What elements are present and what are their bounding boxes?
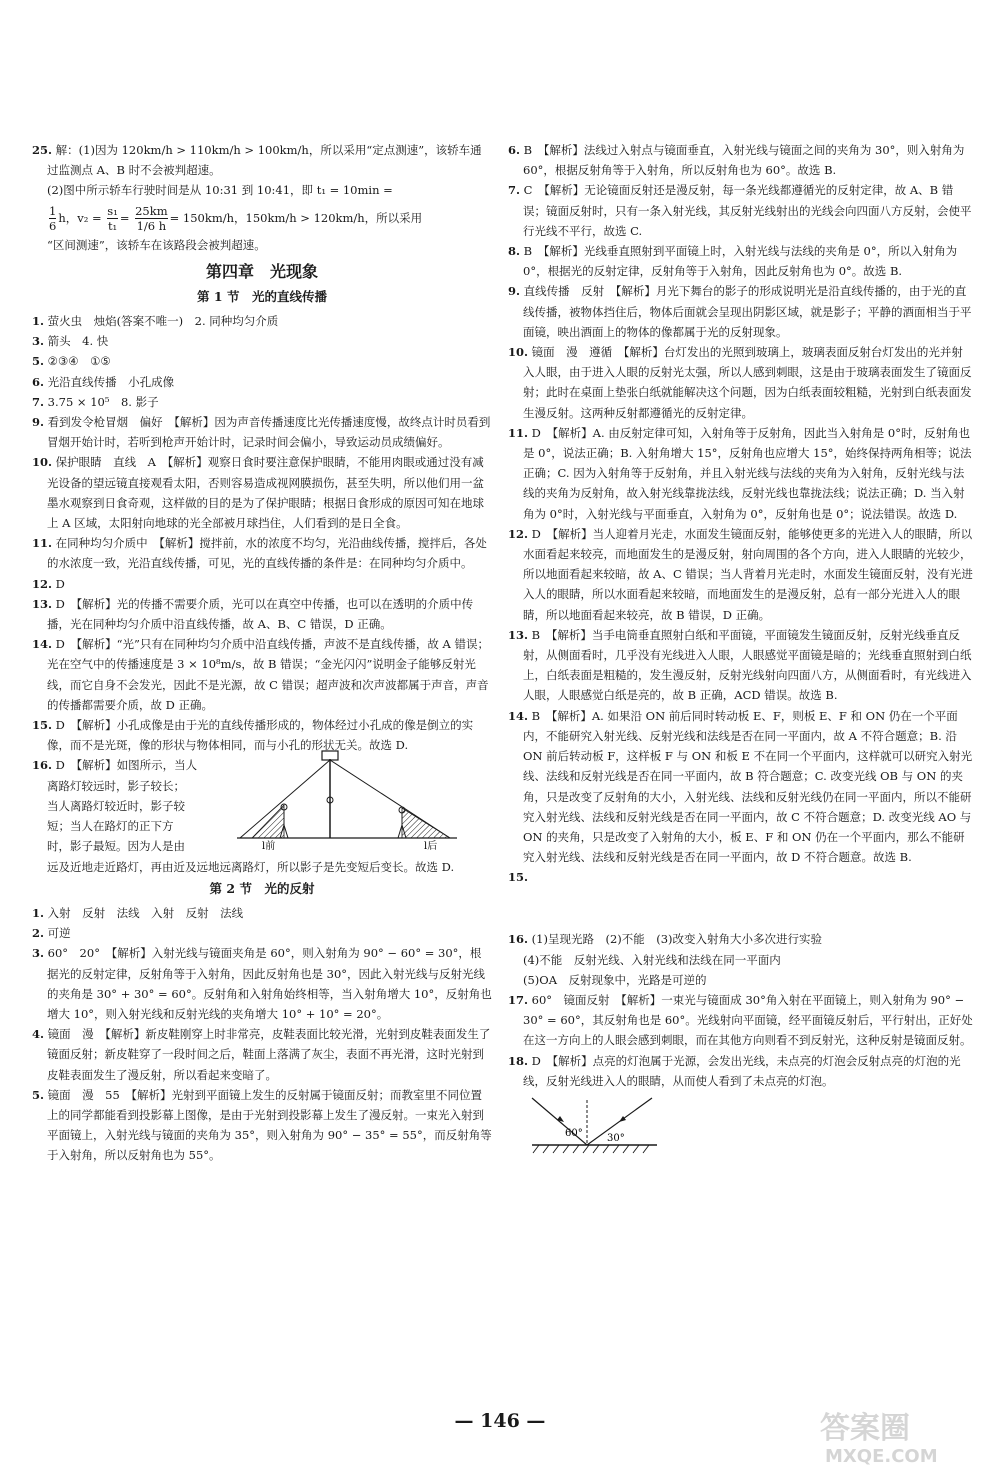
answer-text: 入射 反射 法线 入射 反射 法线: [47, 905, 244, 920]
answer-number: 9.: [32, 415, 45, 430]
answer-number: 5.: [32, 1087, 45, 1102]
answer-number: 13.: [32, 596, 53, 611]
answer-item: [32, 392, 492, 412]
answer-number: 6.: [32, 374, 45, 389]
answer-text: B 【解析】A. 如果沿 ON 前后同时转动板 E、F，则板 E、F 和 ON 仍在一个平面内，不能研究入射光线、反射光线和法线是否在同一平面内，故 A 不符合题意；B. 沿 ON 前后转动板 F，这样板 F 与 ON 和板 E 不在同一个平面内，这样就可以研究入射光线、法线和反射光线是否在同一平面内，故 B 符合题意；C. 改变光线 OB 与 ON 的夹角，只是改变了反射角的大小，入射光线、法线和反射光线仍在同一平面内，所以不能研究入射光线、法线和反射光线是否在同一平面内，故 C 不符合题意；D. 改变光线 AO 与 ON 的夹角，只是改变了入射角的大小，板 E、F 和 ON 仍在一个平面内，那么不能研究入射光线、法线和反射光线是否在同一平面内，故 D 不符合题意。故选 B.: [523, 708, 973, 865]
chapter-title: 第四章 光现象: [205, 261, 318, 281]
answer-text: B 【解析】当手电筒垂直照射白纸和平面镜，平面镜发生镜面反射，反射光线垂直反射，从侧面看时，几乎没有光线进入人眼，人眼感觉平面镜是暗的；光线垂直照射到白纸上，白纸表面是粗糙的，发生漫反射，反射光线射向四面八方，从侧面看时，有光线进入人眼，人眼感觉白纸是亮的，故 B 正确，ACD 错误。故选 B.: [523, 627, 972, 703]
answer-item: [508, 524, 973, 625]
answer-item: [32, 903, 492, 923]
answer-text: D 【解析】“光”只有在同种均匀介质中沿直线传播，声波不是直线传播，故 A 错误；光在空气中的传播速度是 3 × 10⁸m/s，故 B 错误；“金光闪闪”说明金子能够反射光线，而它自身不会发光，因此不是光源，故 C 错误；超声波和次声波都属于声音，声音的传播都需要介质，故 D 正确。: [47, 637, 490, 712]
lamp-shadow-diagram: [232, 745, 462, 850]
answer-text: 可逆: [47, 926, 71, 941]
answer-number: 12.: [508, 526, 529, 541]
answer-number: 5.: [32, 354, 45, 369]
answer-text: 看到发令枪冒烟 偏好 【解析】因为声音传播速度比光传播速度慢，故终点计时员看到冒烟开始计时，若听到枪声开始计时，记录时间会偏小，导致运动员成绩偏好。: [47, 415, 491, 450]
answer-number: 3.: [32, 334, 45, 349]
fraction: $\frac{\text{s₁}}{\text{t₁}}$: [107, 204, 118, 234]
answer-text: 保护眼睛 直线 A 【解析】观察日食时要注意保护眼睛，不能用肉眼或通过没有减光设备的望远镜直接观看太阳，否则容易造成视网膜损伤，甚至失明，所以他们用一盆墨水观察到日食奇观，这样做的目的是为了保护眼睛；根据日食形成的原因可知在地球上 A 区域，太阳射向地球的光全部被月球挡住，人们看到的是日全食。: [47, 455, 484, 531]
answer-text: ②③④ ①⑤: [47, 354, 111, 369]
reflection-diagram: [527, 1090, 662, 1160]
answer-16: 16. D 【解析】如图所示，当人 离路灯较远时，影子较长； 当人离路灯较近时，影子较 短；当人在路灯的正下方 时，影子最短。因为人是由: [32, 758, 198, 854]
section-title-2: 第 2 节 光的反射: [209, 880, 315, 896]
answer-item: [508, 706, 973, 868]
answer-item: [32, 1085, 492, 1166]
angle-label-60: 60°: [565, 1128, 583, 1139]
answer-item: [32, 351, 492, 371]
answer-number: 16.: [508, 932, 529, 947]
answer-number: 4.: [32, 1027, 45, 1042]
answer-list: [32, 311, 492, 755]
answer-item: [508, 140, 973, 180]
answer-item: [508, 625, 973, 706]
answer-item: [508, 929, 973, 949]
answer-item: [32, 943, 492, 1024]
answer-item: [32, 331, 492, 351]
answer-number: 18.: [508, 1053, 529, 1068]
answer-25-part3: “区间测速”，该轿车在该路段会被判超速。: [47, 237, 266, 252]
answer-number: 8.: [508, 244, 521, 259]
answer-text: 光沿直线传播 小孔成像: [47, 374, 175, 389]
answer-item: [508, 950, 973, 970]
answer-number: 10.: [508, 345, 529, 360]
answer-text: (4)不能 反射光线、入射光线和法线在同一平面内: [523, 952, 781, 967]
answer-text: 在同种均匀介质中 【解析】搅拌前，水的浓度不均匀，光沿曲线传播，搅拌后，各处的水浓度一致，光沿直线传播，可见，光的直线传播的条件是：在同种均匀介质中。: [47, 536, 487, 571]
answer-number: 3.: [32, 946, 45, 961]
answer-item: [32, 533, 492, 573]
answer-item: [32, 634, 492, 715]
answer-number: 10.: [32, 455, 53, 470]
answer-text: 60° 镜面反射 【解析】一束光与镜面成 30°角入射在平面镜上，则入射角为 90° − 30° = 60°，其反射角也是 60°。光线射向平面镜，经平面镜反射后，平行射出，正好处在这一方向上的人眼会感到刺眼，而在其他方向则看不到反射光，这种反射是镜面反射。: [523, 992, 973, 1048]
answer-item: [32, 372, 492, 392]
shadow-label-front: l前: [262, 841, 276, 850]
answer-item: [508, 990, 973, 1051]
answer-25-part2: (2)图中所示轿车行驶时间是从 10:31 到 10:41，即 t₁ = 10min =: [47, 183, 393, 198]
answer-number: 1.: [32, 314, 45, 329]
answer-item: [32, 594, 492, 634]
answer-item: [32, 1024, 492, 1085]
answer-number: 14.: [508, 708, 529, 723]
answer-text: 镜面 漫 55 【解析】光射到平面镜上发生的反射属于镜面反射；而教室里不同位置上的同学都能看到投影幕上图像，是由于光射到投影幕上发生了漫反射。一束光入射到平面镜上，入射光线与镜面的夹角为 35°，则入射角为 90° − 35° = 55°，而反射角等于入射角，所以反射角也为 55°。: [47, 1087, 492, 1163]
answer-text: B 【解析】法线过入射点与镜面垂直，入射光线与镜面之间的夹角为 30°，则入射角为 60°，根据反射角等于入射角，所以反射角也为 60°。故选 B.: [523, 143, 965, 178]
svg-text:答案圈: 答案圈: [820, 1411, 910, 1446]
answer-item: [508, 342, 973, 423]
answer-item: [508, 1051, 973, 1091]
answer-text: 萤火虫 烛焰(答案不唯一) 2. 同种均匀介质: [47, 314, 279, 329]
answer-text: 镜面 漫 遵循 【解析】台灯发出的光照到玻璃上，玻璃表面反射台灯发出的光并射入人眼，由于进入人眼的反射光太强，所以人感到刺眼，这是由于玻璃表面发生了镜面反射；此时在桌面上垫张白纸就能解决这个问题，因为白纸表面较粗糙，光射到白纸表面发生漫反射。这两种反射都遵循光的反射定律。: [523, 345, 972, 420]
answer-text: 箭头 4. 快: [47, 334, 109, 349]
answer-text: D 【解析】光的传播不需要介质，光可以在真空中传播，也可以在透明的介质中传播，光在同种均匀介质中沿直线传播，故 A、B、C 错误，D 正确。: [47, 596, 474, 632]
answer-item: [32, 412, 492, 452]
answer-number: 17.: [508, 992, 529, 1007]
answer-item: [508, 423, 973, 524]
answer-25-formula: $\frac{1}{6}$ h，v₂ = $\frac{\text{s₁}}{\text{t₁}}$ = $\frac{25km}{1/6 h}$ = 150km/h，150km/h > 120km/h，所以采用: [49, 204, 423, 234]
answer-text: 60° 20° 【解析】入射光线与镜面夹角是 60°，则入射角为 90° − 60° = 30°，根据光的反射定律，反射角等于入射角，因此反射角也是 30°，因此入射光线与反射光线的夹角是 30° + 30° = 60°。反射角和入射角始终相等，当入射角增大 10°，反射角也增大 10°，则入射光线和反射光线的夹角增大 10° + 10° = 20°。: [47, 946, 492, 1021]
angle-label-30: 30°: [607, 1133, 625, 1144]
fraction: $\frac{25km}{1/6 h}$: [135, 204, 168, 234]
answer-number: 7.: [508, 183, 521, 198]
answer-15: 15.: [508, 870, 529, 885]
answer-item: [508, 241, 973, 281]
answer-number: 2.: [32, 926, 45, 941]
answer-25: 25. 解：(1)因为 120km/h > 110km/h > 100km/h，所以采用“定点测速”，该轿车通过监测点 A、B 时不会被判超速。: [32, 143, 482, 178]
answer-text: 直线传播 反射 【解析】月光下舞台的影子的形成说明光是沿直线传播的，由于光的直线传播，被物体挡住后，物体后面就会呈现出阴影区域，就是影子；平静的酒面相当于平面镜，映出酒面上的物体的像都属于光的反射现象。: [523, 284, 972, 339]
answer-list-right: [508, 140, 973, 867]
answer-text: D: [55, 576, 65, 591]
answer-text: D 【解析】点亮的灯泡属于光源，会发出光线，未点亮的灯泡会反射点亮的灯泡的光线，反射光线进入人的眼睛，从而使人看到了未点亮的灯泡。: [523, 1053, 961, 1088]
answer-list-right-2: [508, 929, 973, 1091]
answer-number: 1.: [32, 905, 45, 920]
answer-text: 3.75 × 10⁵ 8. 影子: [47, 394, 159, 409]
answer-number: 6.: [508, 143, 521, 157]
answer-text: 镜面 漫 【解析】新皮鞋刚穿上时非常亮，皮鞋表面比较光滑，光射到皮鞋表面发生了镜面反射；新皮鞋穿了一段时间之后，鞋面上落满了灰尘，表面不再光滑，这时光射到皮鞋表面发生了漫反射，所以看起来变暗了。: [47, 1027, 491, 1082]
answer-number: 7.: [32, 394, 45, 409]
answer-list-2: [32, 903, 492, 1166]
answer-item: [32, 574, 492, 594]
answer-text: B 【解析】光线垂直照射到平面镜上时，入射光线与法线的夹角是 0°，所以入射角为 0°，根据光的反射定律，反射角等于入射角，因此反射角也为 0°。故选 B.: [523, 244, 958, 279]
answer-number: 11.: [32, 536, 53, 551]
answer-item: [508, 180, 973, 241]
answer-text: (1)呈现光路 (2)不能 (3)改变入射角大小多次进行实验: [531, 932, 823, 947]
watermark-logo: [800, 1400, 990, 1470]
answer-number: 9.: [508, 284, 521, 299]
answer-text: (5)OA 反射现象中，光路是可逆的: [523, 972, 707, 987]
answer-text: D 【解析】当人迎着月光走，水面发生镜面反射，能够使更多的光进入人的眼睛，所以水面看起来较亮，而地面发生的是漫反射，射向周围的各个方向，进入人眼睛的光较少，所以地面看起来较暗，故 A、C 错误；当人背着月光走时，水面发生镜面反射，没有光进入人的眼睛，所以水面看起来较暗，而地面发生的是漫反射，总有一部分光进入人的眼睛，所以地面看起来较亮，故 B 错误，D 正确。: [523, 526, 973, 622]
answer-item: [32, 311, 492, 331]
answer-number: 15.: [32, 718, 53, 733]
answer-item: [508, 281, 973, 342]
svg-text:MXQE.COM: MXQE.COM: [825, 1446, 938, 1467]
answer-number: 14.: [32, 637, 53, 652]
answer-16-tail: 远及近地走近路灯，再由近及远地远离路灯，所以影子是先变短后变长。故选 D.: [47, 859, 455, 874]
fraction: $\frac{1}{6}$: [49, 204, 57, 234]
left-column: [32, 140, 492, 1166]
shadow-label-back: l后: [424, 841, 438, 850]
answer-item: [32, 452, 492, 533]
right-column: [508, 140, 973, 1091]
answer-number: 12.: [32, 576, 53, 591]
page-number: — 146 —: [454, 1410, 546, 1432]
answer-text: D 【解析】小孔成像是由于光的直线传播形成的，物体经过小孔成的像是倒立的实像，而不是光斑，像的形状与物体相同，而与小孔的形状无关。故选 D.: [47, 718, 474, 753]
answer-text: D 【解析】A. 由反射定律可知，入射角等于反射角，因此当入射角是 0°时，反射角也是 0°，说法正确；B. 入射角增大 15°，反射角也应增大 15°，始终保持两角相等；说法正确；C. 因为入射角等于反射角，并且入射光线与法线的夹角为入射角，反射光线与法线的夹角为反射角，故入射光线靠拢法线，反射光线也靠拢法线；说法正确；D. 当入射角为 0°时，入射光线与平面垂直，入射角为 0°，反射角也是 0°；说法错误。故选 D.: [523, 425, 972, 521]
answer-number: 11.: [508, 425, 529, 440]
answer-text: C 【解析】无论镜面反射还是漫反射，每一条光线都遵循光的反射定律，故 A、B 错误；镜面反射时，只有一条入射光线，其反射光线射出的光线会向四面八方反射，会使平行光线不平行，故选 C.: [523, 183, 972, 238]
answer-item: [32, 923, 492, 943]
section-title: 第 1 节 光的直线传播: [197, 288, 327, 304]
answer-number: 13.: [508, 627, 529, 642]
answer-item: [508, 970, 973, 990]
